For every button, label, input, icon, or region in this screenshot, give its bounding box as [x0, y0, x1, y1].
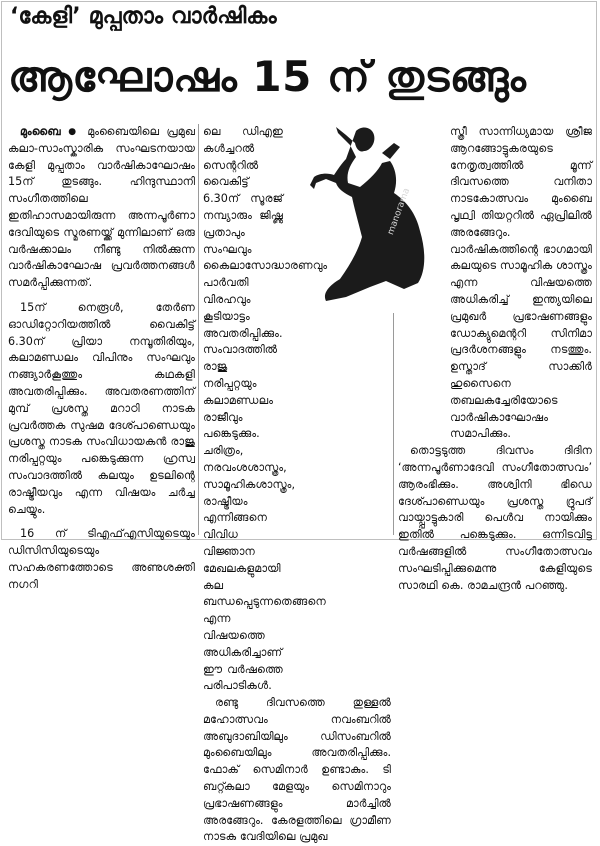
- paragraph: തൊട്ടടുത്ത ദിവസം ദിദിന ‘അന്നപൂർണാദേവി സംഗീതോത്സവം’ ആരംഭിക്കും. അശ്വിനി ഭിഡെ ദേശ്പാണ്ഡെയും പ്രശസ്ത ദ്രുപദ് വായ്പ്പാട്ടുകാരി പെൾവ നായിക്കും ഇതിൽ പങ്കെടുക്കും. ഒന്നിടവിട്ട വർഷങ്ങളിൽ സംഗീതോത്സവം സംഘടിപ്പിക്കുമെന്നു കേളിയുടെ സാരഥി കെ. രാമചന്ദ്രൻ പറഞ്ഞു.: [398, 444, 592, 592]
- dateline: മുംബൈ: [20, 125, 61, 138]
- paragraph: സ്ത്രീ സാന്നിധ്യമായ ശ്രീജ ആറങ്ങോട്ടുകരയുടെ നേതൃത്വത്തിൽ മൂന്ന് ദിവസത്തെ വനിതാ നാടകോത്സവം മുംബൈ പൃഥ്വി തിയറ്ററിൽ ഏപ്രിലിൽ അരങ്ങേറും. വാർഷികത്തിന്റെ ഭാഗമായി കലയുടെ സാമൂഹിക ശാസ്ത്രം എന്ന വിഷയത്തെ അധികരിച്ച് ഇന്ത്യയിലെ പ്രമുഖർ പ്രഭാഷണങ്ങളും ഡോക്യുമെന്ററി സിനിമാ പ്രദർശനങ്ങളും നടത്തും. ഉസ്താദ് സാക്കിർ ഹുസൈനെ തബലകച്ചേരിയോടെ വാർഷികാഘോഷം സമാപിക്കും.: [450, 125, 592, 441]
- paragraph-wrap: [203, 124, 328, 695]
- paragraph: ലെ ഡിഎഇ കൾച്ചറൽ സെന്ററിൽ വൈകിട്ട് 6.30ന് സൂരജ് നമ്പ്യാരും ജിഷ്ണു പ്രതാപും സംഘവും കൈലാസോദ്ധാരണവും പാർവതി വിരഹവും കൂടിയാട്ടം അവതരിപ്പിക്കും. സംവാദത്തിൽ രാജു നരിപ്പറ്റയും കലാമണ്ഡലം രാജീവും പങ്കെടുക്കും. ചരിത്രം, നരവംശശാസ്ത്രം, സാമൂഹികശാസ്ത്രം, രാഷ്ട്രീയം എന്നിങ്ങനെ വിവിധ വിജ്ഞാന മേഖലകളുമായി കല ബന്ധപ്പെടുന്നതെങ്ങനെ എന്ന വിഷയത്തെ അധികരിച്ചാണ് ഈ വർഷത്തെ പരിപാടികൾ.: [203, 125, 328, 693]
- paragraph: 15ന് നെരൂൾ, തേർണ ഓഡിറ്റോറിയത്തിൽ വൈകിട്ട് 6.30ന് പ്രിയാ നമ്പൂതിരിയും, കലാമണ്ഡലം വിപിനും സംഘവും നങ്ങ്യാർകൂത്തും കഥകളി അവതരിപ്പിക്കും. അവതരണത്തിന് മുമ്പ് പ്രശസ്ത മറാഠി നാടക പ്രവർത്തക സുഷമ ദേശ്പാണ്ഡെയും പ്രശസ്ത നാടക സംവിധായകൻ രാജു നരിപ്പറ്റയും പങ്കെടുക്കുന്ന ഹ്രസ്വ സംവാദത്തിൽ കലയും ഉടലിന്റെ രാഷ്ട്രീയവും എന്ന വിഷയം ചർച്ച ചെയ്യും.: [8, 300, 195, 516]
- paragraph: 16 ന് ടിഎഫ്എസിയുടെയും ഡിസിസിയുടെയും സഹകരണത്തോടെ അണുശക്തി നഗറി: [8, 527, 195, 591]
- paragraph: രണ്ടു ദിവസത്തെ തുള്ളൽ മഹോത്സവം നവംബറിൽ അബുദാബിയിലും ഡിസംബറിൽ മുംബൈയിലും അവതരിപ്പിക്കും. ഫോക് സെമിനാർ ഉണ്ടാകും. ടി ബറ്റ്കലാ മേളയും സെമിനാറും പ്രഭാഷണങ്ങളും മാർച്ചിൽ അരങ്ങേറും. കേരളത്തിലെ ഗ്രാമീണ നാടക വേദിയിലെ പ്രമുഖ: [203, 696, 391, 844]
- bullet-icon: ●: [68, 127, 80, 137]
- column-1: [8, 124, 196, 591]
- column-rule-1: [198, 124, 199, 535]
- paragraph: [8, 124, 195, 292]
- watermark: manorama: [386, 186, 413, 237]
- column-2: [203, 124, 391, 844]
- paragraph-wrap: [450, 124, 592, 443]
- paragraph-text: മുംബൈയിലെ പ്രമുഖ കലാ-സാംസ്കാരിക സംഘടനയായ കേളി മുപ്പതാം വാർഷികാഘോഷം 15ന് തുടങ്ങും. ഹിന്ദുസ്ഥാനി സംഗീതത്തിലെ ഇതിഹാസമായിരുന്ന അന്നപൂർണാ ദേവിയുടെ സ്മരണയ്ക്ക് മുന്നിലാണ് ഒരു വർഷക്കാലം നീണ്ടു നിൽക്കുന്ന വാർഷികാഘോഷ പ്രവർത്തനങ്ങൾ സമർപ്പിക്കുന്നത്.: [8, 125, 196, 290]
- column-3: [398, 124, 592, 592]
- kicker-heading: ‘കേളി’ മുപ്പതാം വാർഷികം: [10, 4, 277, 29]
- headline: ആഘോഷം 15 ന് തുടങ്ങും: [8, 52, 527, 101]
